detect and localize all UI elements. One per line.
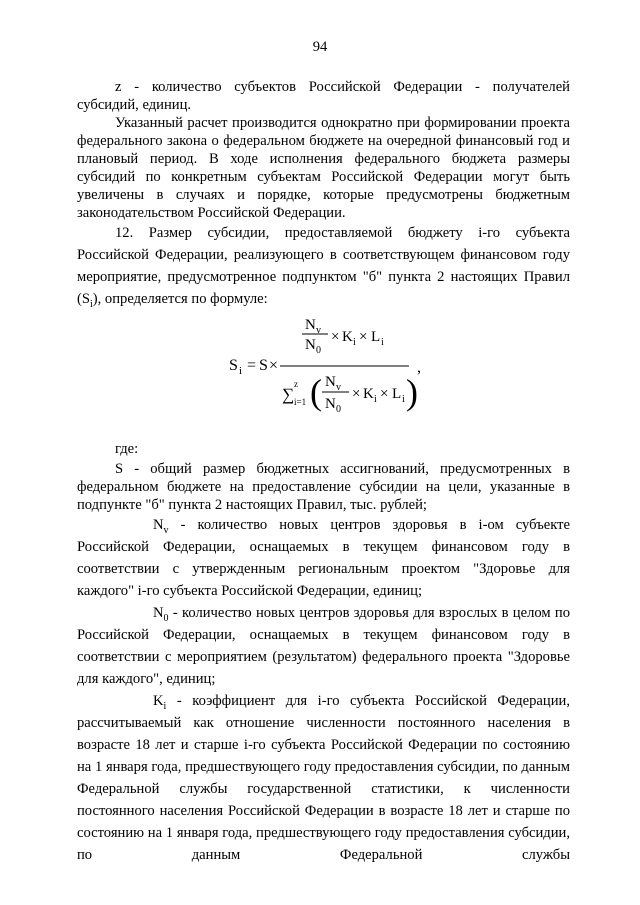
definition-Nv [77,514,570,602]
definition-Ki [77,690,570,866]
den-Nv-sub: v [336,382,341,393]
item-12-text: 12. Размер субсидии, предоставляемой бюджету i-го субъекта Российской Федерации, реализующего в соответствующем финансовом году мероприятие, предусмотренное подпунктом "б" пункта 2 настоящих Правил (S [77,225,570,307]
den-N0: N [325,396,336,412]
num-L: L [371,329,381,345]
where-label [77,440,570,458]
symbol-Ki-sub: i [163,700,167,712]
den-K: K [363,386,374,402]
subsidy-formula [77,314,570,420]
den-sum-top: z [294,379,298,389]
paragraph-item-12 [77,222,570,310]
num-N0: N [305,337,316,353]
symbol-Nv-sub: v [163,524,169,536]
symbol-Nv [115,514,169,536]
item-12-tail: ), определяется по формуле: [92,291,268,307]
formula-times-1: × [269,357,279,374]
den-N0-sub: 0 [336,404,341,415]
formula-lhs-sub: i [239,365,243,377]
den-Nv: N [325,374,336,390]
den-times-1: × [352,386,361,402]
den-times-2: × [380,386,389,402]
definition-Nv-text: - количество новых центров здоровья в i-ом субъекте Российской Федерации, оснащаемых в текущем финансовом году в соответствии с утвержденным региональным проектом "Здоровье для каждого" i-го субъекта Российской Федерации, единиц; [77,517,570,599]
definition-N0-text: - количество новых центров здоровья для взрослых в целом по Российской Федерации, оснащаемых в текущем финансовом году в соответствии с мероприятием (результатом) федерального проекта "Здоровье для каждого", единиц; [77,605,570,687]
symbol-N0-sub: 0 [163,612,169,624]
symbol-Ki-letter: K [153,693,164,709]
paragraph-calculation-note: Указанный расчет производится однократно при формировании проекта федерального закона о федеральном бюджете на очередной финансовый год и плановый период. В ходе исполнения федерального бюджета размеры субсидий по конкретным субъектам Российской Федерации могут быть увеличены в случаях и порядке, которые предусмотрены бюджетным законодательством Российской Федерации. [77,115,570,221]
den-L: L [392,386,402,402]
formula-S: S [259,357,268,374]
num-L-sub: i [381,337,384,348]
formula-comma: , [417,359,421,376]
num-N0-sub: 0 [316,345,321,356]
den-sum: ∑ [282,385,295,404]
num-Nv: N [305,317,316,333]
symbol-Nv-letter: N [153,517,164,533]
symbol-Ki [115,690,166,712]
num-times-2: × [359,329,368,345]
num-K: K [342,329,353,345]
formula-lhs: S [229,357,238,374]
paragraph-z-definition: z - количество субъектов Российской Федерации - получателей субсидий, единиц. [77,79,570,113]
definition-N0 [77,602,570,690]
symbol-N0-letter: N [153,605,164,621]
item-12-subscript: i [89,298,93,310]
num-times-1: × [331,329,340,345]
formula-eq: = [247,357,257,374]
document-body [77,78,570,866]
num-K-sub: i [353,337,356,348]
definition-Ki-text: - коэффициент для i-го субъекта Российской Федерации, рассчитываемый как отношение численности постоянного населения в возрасте 18 лет и старше i-го субъекта Российской Федерации по состоянию на 1 января года, предшествующего году предоставления субсидии, по данным Федеральной службы государственной статистики, к численности постоянного населения Российской Федерации в возрасте 18 лет и старше по состоянию на 1 января года, предшествующего году предоставления субсидии, по данным Федеральной службы [77,693,570,863]
page-number: 94 [312,39,328,55]
den-L-sub: i [402,394,405,405]
num-Nv-sub: v [316,325,321,336]
den-K-sub: i [374,394,377,405]
symbol-N0 [115,602,169,624]
definition-S: S - общий размер бюджетных ассигнований, предусмотренных в федеральном бюджете на предоставление субсидии на цели, указанные в подпункте "б" пункта 2 настоящих Правил, тыс. рублей; [77,461,570,513]
den-rparen: ) [406,372,418,412]
den-sum-bot: i=1 [294,397,307,407]
formula-svg [77,314,570,420]
den-lparen: ( [310,372,322,412]
where-text: где: [115,441,139,457]
